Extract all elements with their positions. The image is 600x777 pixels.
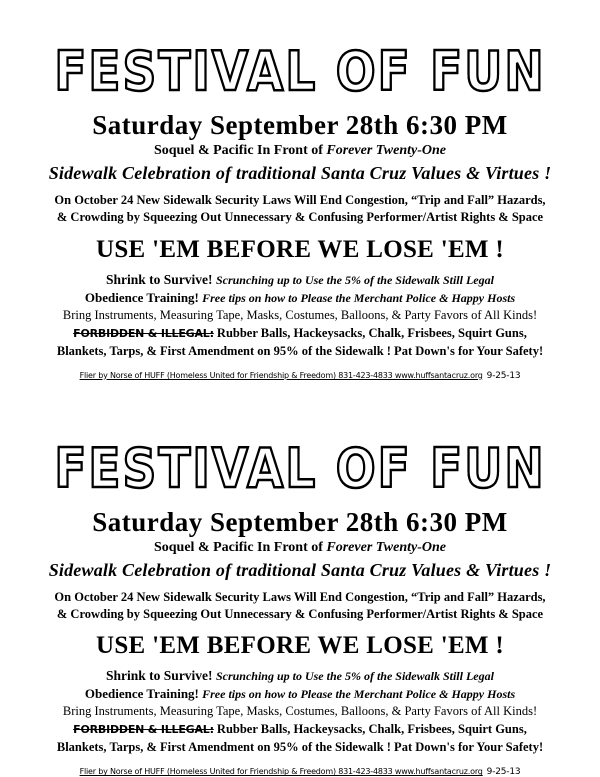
forbidden-list: Rubber Balls, Hackeysacks, Chalk, Frisbees, Squirt Guns, bbox=[216, 722, 527, 737]
event-date-time: Saturday September 28th 6:30 PM bbox=[92, 110, 508, 140]
credit-date: 9-25-13 bbox=[486, 767, 521, 777]
shrink-to-survive-line bbox=[28, 668, 572, 684]
event-location-plain: Soquel & Pacific In Front of bbox=[153, 539, 327, 555]
credit-line bbox=[28, 371, 572, 381]
flyer-title bbox=[23, 39, 578, 110]
shrink-lead: Shrink to Survive! bbox=[106, 271, 213, 287]
event-location-venue: Forever Twenty-One bbox=[326, 143, 447, 159]
event-location-venue: Forever Twenty-One bbox=[326, 539, 447, 555]
shrink-lead: Shrink to Survive! bbox=[106, 668, 213, 684]
laws-line-1: On October 24 New Sidewalk Security Laws Will End Congestion, “Trip and Fall” Hazards, bbox=[54, 193, 546, 208]
shrink-to-survive-line bbox=[28, 272, 572, 288]
use-em-headline: USE 'EM BEFORE WE LOSE 'EM ! bbox=[95, 235, 504, 263]
laws-paragraph bbox=[42, 589, 558, 623]
forbidden-label: FORBIDDEN & ILLEGAL: bbox=[73, 326, 214, 340]
forbidden-line bbox=[36, 721, 564, 738]
event-location bbox=[28, 143, 572, 159]
obedience-lead: Obedience Training! bbox=[84, 289, 199, 305]
laws-paragraph bbox=[42, 192, 558, 226]
laws-line-1: On October 24 New Sidewalk Security Laws Will End Congestion, “Trip and Fall” Hazards, bbox=[54, 589, 546, 604]
use-em-headline: USE 'EM BEFORE WE LOSE 'EM ! bbox=[95, 632, 504, 660]
flyer-title-text: FESTIVAL OF FUN bbox=[54, 39, 546, 103]
event-location-plain: Soquel & Pacific In Front of bbox=[153, 143, 327, 159]
event-location bbox=[28, 540, 572, 556]
flyer-title bbox=[23, 435, 578, 507]
obedience-sub: Free tips on how to Please the Merchant Police & Happy Hosts bbox=[202, 687, 516, 702]
obedience-training-line bbox=[28, 290, 572, 306]
last-line: Blankets, Tarps, & First Amendment on 95% of the Sidewalk ! Pat Down's for Your Safety! bbox=[56, 343, 544, 358]
forbidden-list: Rubber Balls, Hackeysacks, Chalk, Frisbees, Squirt Guns, bbox=[216, 325, 527, 340]
laws-line-2: & Crowding by Squeezing Out Unnecessary & Confusing Performer/Artist Rights & Space bbox=[56, 209, 544, 224]
forbidden-line bbox=[36, 325, 564, 342]
obedience-lead: Obedience Training! bbox=[84, 686, 199, 702]
flyer-copy-1 bbox=[0, 0, 600, 381]
credit-link[interactable]: Flier by Norse of HUFF (Homeless United for Friendship & Freedom) 831-423-4833 www.huffsantacruz.org bbox=[79, 370, 483, 380]
bring-items-line: Bring Instruments, Measuring Tape, Masks, Costumes, Balloons, & Party Favors of All Kinds! bbox=[62, 307, 538, 322]
credit-date: 9-25-13 bbox=[486, 370, 521, 381]
obedience-sub: Free tips on how to Please the Merchant Police & Happy Hosts bbox=[202, 290, 516, 305]
last-line: Blankets, Tarps, & First Amendment on 95% of the Sidewalk ! Pat Down's for Your Safety! bbox=[56, 740, 544, 755]
flyer-title-text: FESTIVAL OF FUN bbox=[54, 435, 546, 500]
shrink-sub: Scrunching up to Use the 5% of the Sidewalk Still Legal bbox=[215, 272, 494, 287]
celebration-tagline: Sidewalk Celebration of traditional Santa Cruz Values & Virtues ! bbox=[48, 163, 552, 184]
event-date-time: Saturday September 28th 6:30 PM bbox=[92, 506, 508, 537]
laws-line-2: & Crowding by Squeezing Out Unnecessary & Confusing Performer/Artist Rights & Space bbox=[56, 606, 544, 621]
shrink-sub: Scrunching up to Use the 5% of the Sidewalk Still Legal bbox=[215, 669, 494, 684]
obedience-training-line bbox=[28, 686, 572, 702]
credit-link[interactable]: Flier by Norse of HUFF (Homeless United for Friendship & Freedom) 831-423-4833 www.huffsantacruz.org bbox=[79, 767, 483, 777]
flyer-copy-2 bbox=[0, 403, 600, 777]
forbidden-label: FORBIDDEN & ILLEGAL: bbox=[73, 723, 214, 737]
celebration-tagline: Sidewalk Celebration of traditional Santa Cruz Values & Virtues ! bbox=[48, 559, 552, 580]
bring-items-line: Bring Instruments, Measuring Tape, Masks, Costumes, Balloons, & Party Favors of All Kinds! bbox=[62, 704, 538, 719]
